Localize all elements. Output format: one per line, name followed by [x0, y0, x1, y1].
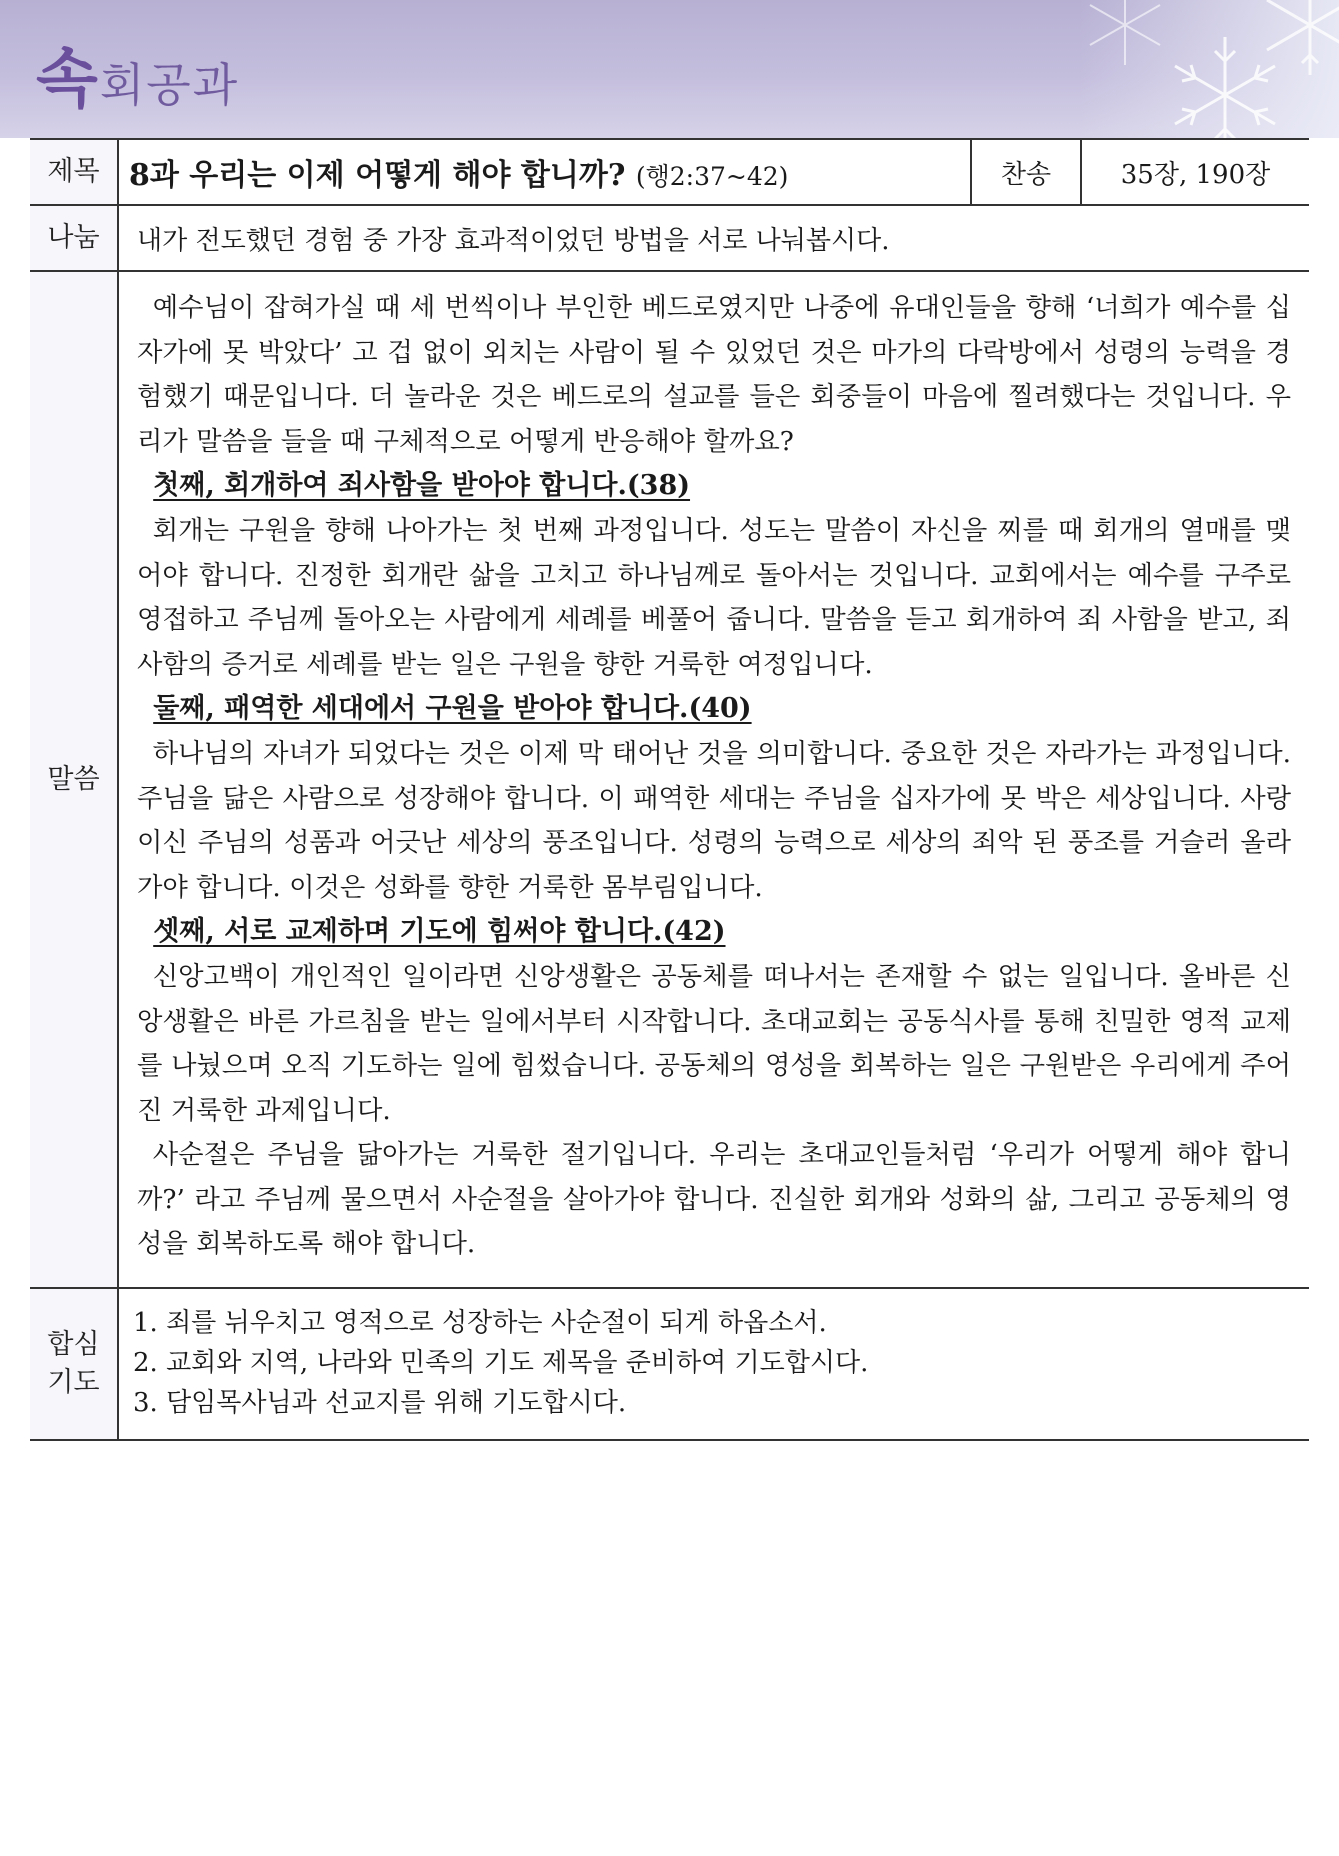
point-heading: 첫째, 회개하여 죄사함을 받아야 합니다.(38): [153, 470, 691, 502]
scripture-reference: (행2:37~42): [635, 162, 789, 191]
point-body: 신앙고백이 개인적인 일이라면 신앙생활은 공동체를 떠나서는 존재할 수 없는 일입니다. 올바른 신앙생활은 바른 가르침을 받는 일에서부터 시작합니다. 초대교회는 공동식사를 통해 친밀한 영적 교제를 나눴으며 오직 기도하는 일에 힘썼습니다. 공동체의 영성을 회복하는 일은 구원받은 우리에게 주어진 거룩한 과제입니다.: [137, 961, 1291, 1126]
share-row: [30, 205, 1309, 271]
conclusion-paragraph: 사순절은 주님을 닮아가는 거룩한 절기입니다. 우리는 초대교인들처럼 ‘우리가 어떻게 해야 합니까?’ 라고 주님께 물으면서 사순절을 살아가야 합니다. 진실한 회개와 성화의 삶, 그리고 공동체의 영성을 회복하도록 해야 합니다.: [137, 1140, 1291, 1260]
hymn-label: 찬송: [971, 139, 1081, 205]
lesson-title-text: 8과 우리는 이제 어떻게 해야 합니까?: [129, 158, 626, 193]
title-row: [30, 139, 1309, 205]
page-title: [36, 28, 239, 120]
intro-paragraph: 예수님이 잡혀가실 때 세 번씩이나 부인한 베드로였지만 나중에 유대인들을 향해 ‘너희가 예수를 십자가에 못 박았다’ 고 겁 없이 외치는 사람이 될 수 있었던 것은 마가의 다락방에서 성령의 능력을 경험했기 때문입니다. 더 놀라운 것은 베드로의 설교를 들은 회중들이 마음에 찔려했다는 것입니다. 우리가 말씀을 들을 때 구체적으로 어떻게 반응해야 할까요?: [137, 293, 1291, 457]
prayer-list: [118, 1288, 1309, 1440]
prayer-label-line2: 기도: [47, 1367, 100, 1399]
prayer-item: 3. 담임목사님과 선교지를 위해 기도합시다.: [133, 1388, 627, 1419]
point-body: 회개는 구원을 향해 나아가는 첫 번째 과정입니다. 성도는 말씀이 자신을 찌를 때 회개의 열매를 맺어야 합니다. 진정한 회개란 삶을 고치고 하나님께로 돌아서는 것입니다. 교회에서는 예수를 구주로 영접하고 주님께 돌아오는 사람에게 세례를 베풀어 줍니다. 말씀을 듣고 회개하여 죄 사함을 받고, 죄 사함의 증거로 세례를 받는 일은 구원을 향한 거룩한 여정입니다.: [137, 515, 1291, 680]
title-mark: 속: [36, 43, 100, 117]
point-heading: 둘째, 패역한 세대에서 구원을 받아야 합니다.(40): [153, 693, 752, 725]
word-label: 말씀: [30, 271, 118, 1288]
prayer-row: [30, 1288, 1309, 1440]
lesson-table: [30, 138, 1309, 1441]
prayer-label-line1: 합심: [47, 1329, 100, 1361]
header-band: [0, 0, 1339, 138]
prayer-label: [30, 1288, 118, 1440]
prayer-item: 1. 죄를 뉘우치고 영적으로 성장하는 사순절이 되게 하옵소서.: [133, 1308, 827, 1339]
word-body: [118, 271, 1309, 1288]
title-text: 회공과: [99, 58, 240, 112]
point-heading: 셋째, 서로 교제하며 기도에 힘써야 합니다.(42): [153, 916, 726, 948]
lesson-title: [118, 139, 971, 205]
snowflake-icon: [1255, 0, 1339, 80]
point-body: 하나님의 자녀가 되었다는 것은 이제 막 태어난 것을 의미합니다. 중요한 것은 자라가는 과정입니다. 주님을 닮은 사람으로 성장해야 합니다. 이 패역한 세대는 주님을 십자가에 못 박은 세상입니다. 사랑이신 주님의 성품과 어긋난 세상의 풍조입니다. 성령의 능력으로 세상의 죄악 된 풍조를 거슬러 올라가야 합니다. 이것은 성화를 향한 거룩한 몸부림입니다.: [137, 738, 1291, 903]
word-row: [30, 271, 1309, 1288]
hymn-numbers: 35장, 190장: [1081, 139, 1309, 205]
prayer-item: 2. 교회와 지역, 나라와 민족의 기도 제목을 준비하여 기도합시다.: [133, 1348, 869, 1379]
share-text: 내가 전도했던 경험 중 가장 효과적이었던 방법을 서로 나눠봅시다.: [118, 205, 1309, 271]
snowflake-icon: [1080, 0, 1170, 70]
title-label: 제목: [30, 139, 118, 205]
share-label: 나눔: [30, 205, 118, 271]
